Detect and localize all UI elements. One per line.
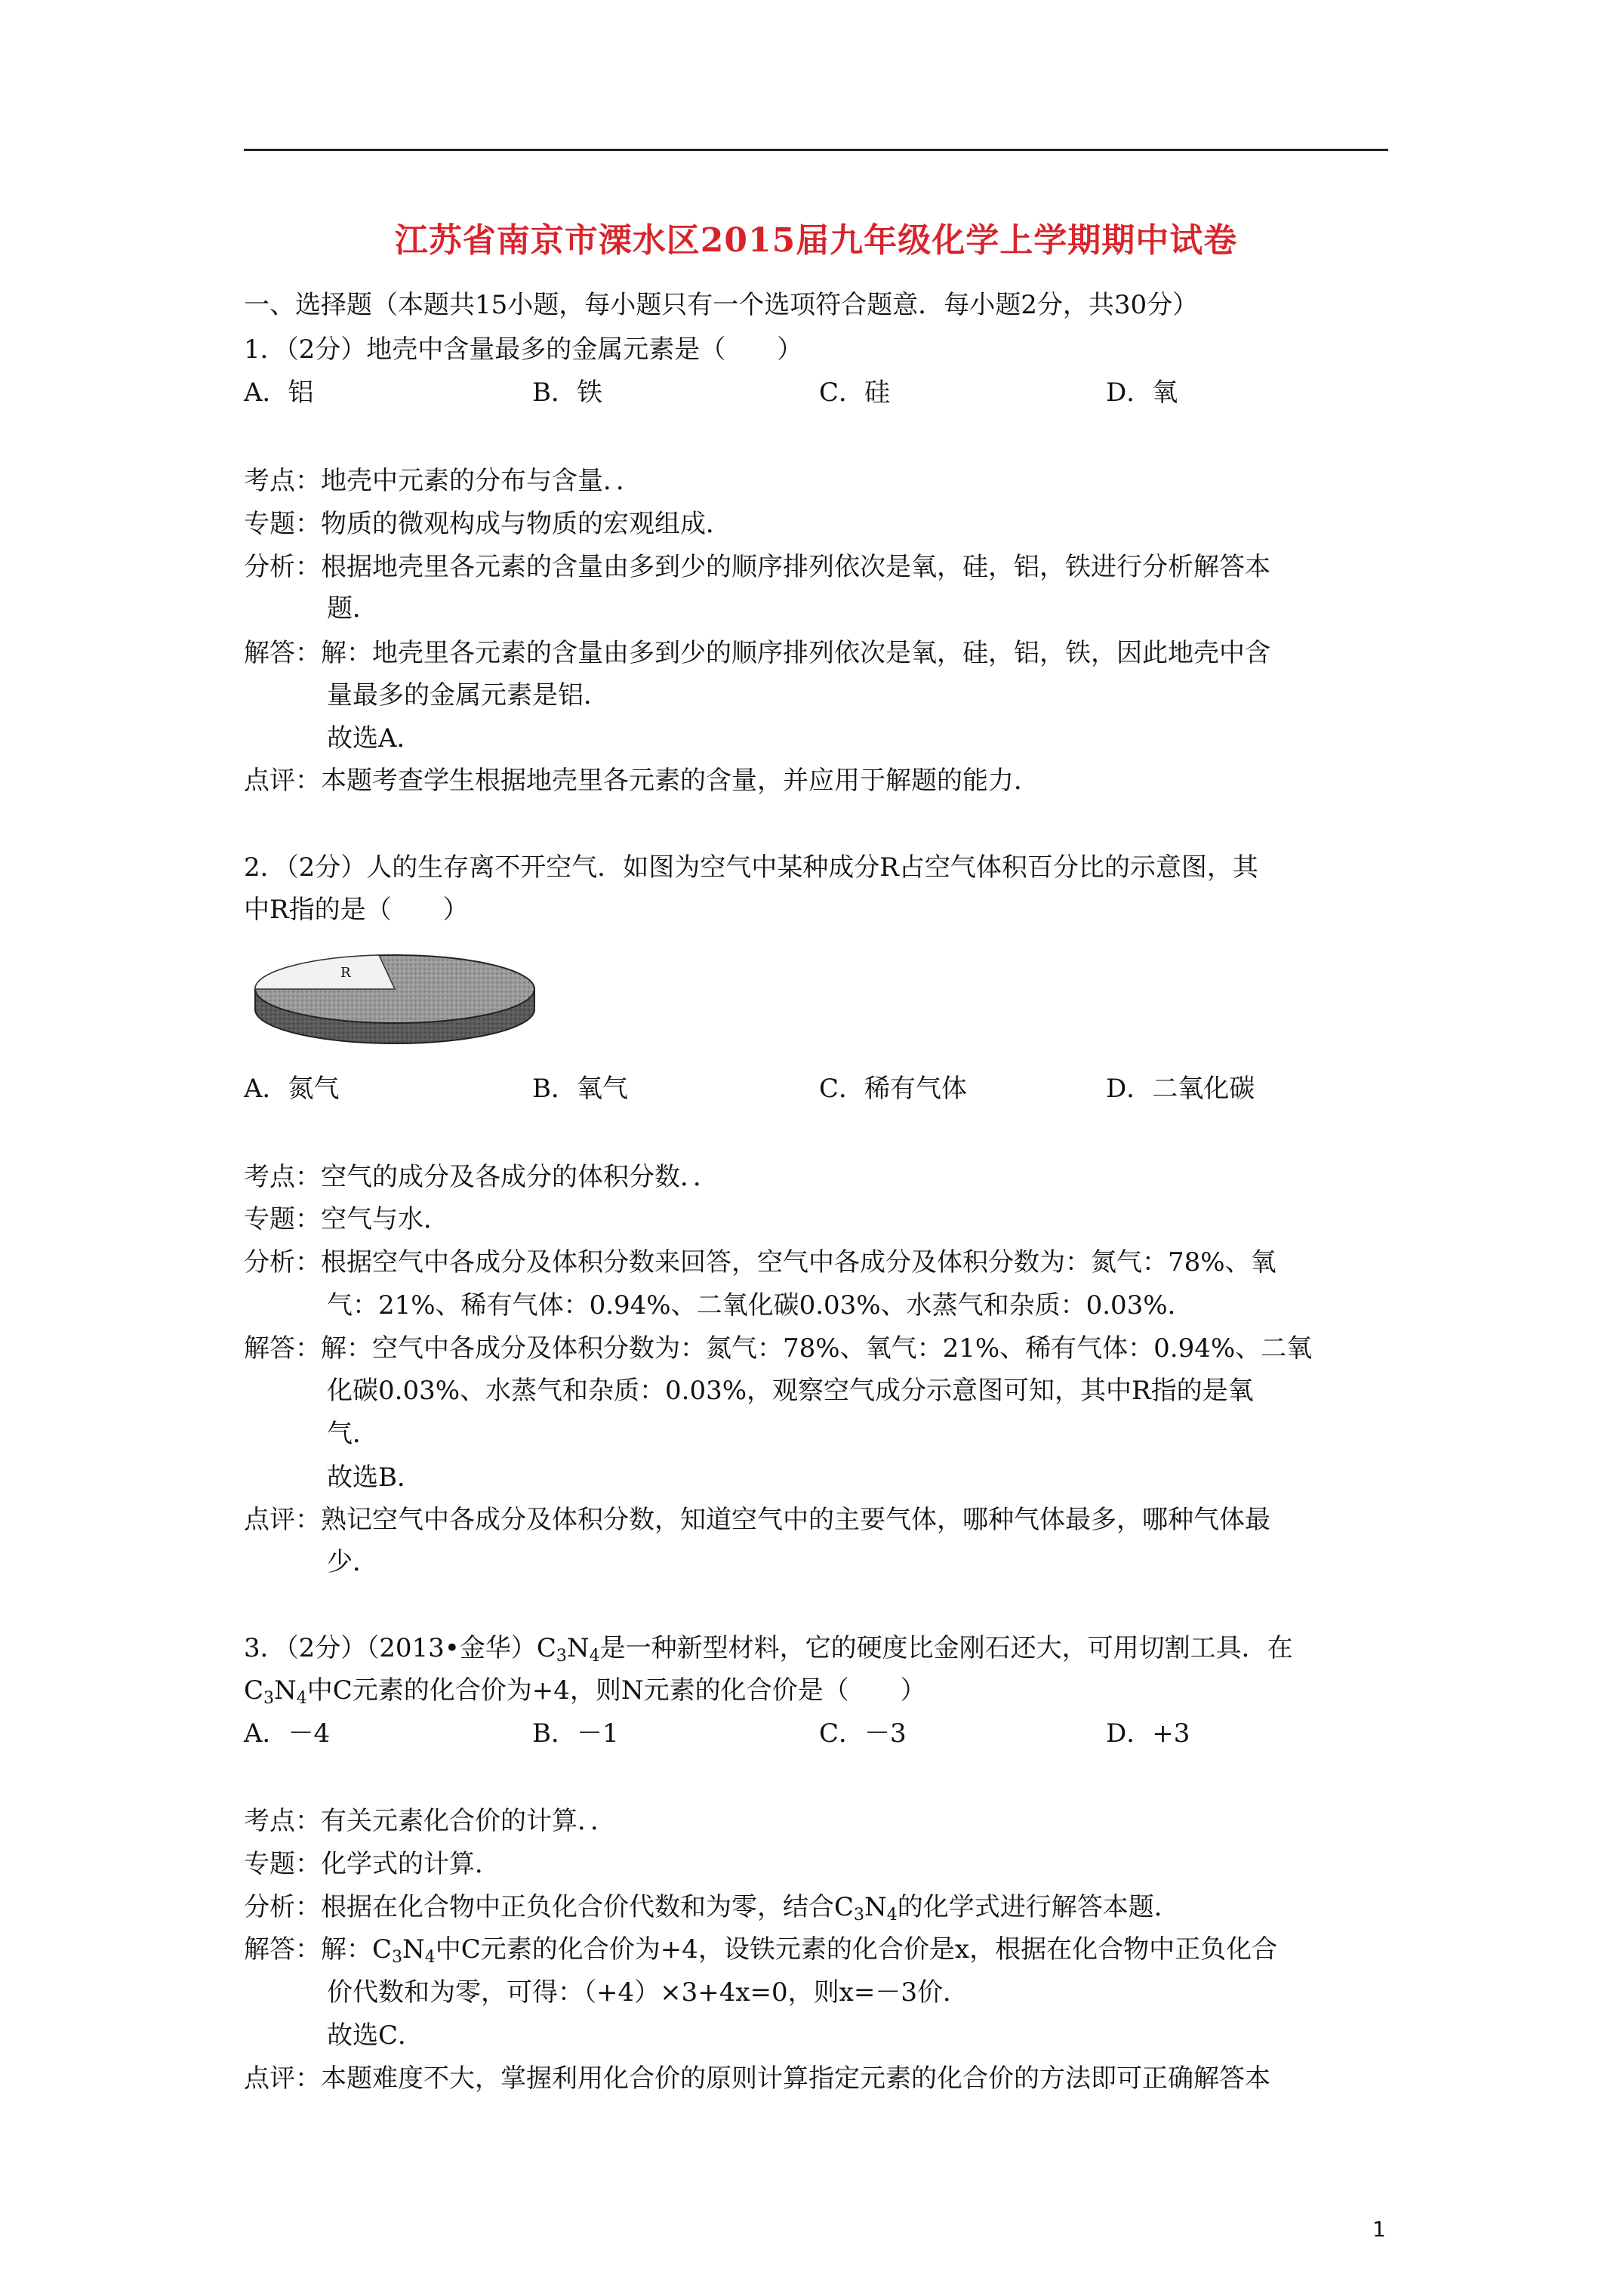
page-number: 1 bbox=[1372, 2217, 1386, 2242]
q1-dianping: 点评：本题考查学生根据地壳里各元素的含量，并应用于解题的能力． bbox=[244, 766, 1039, 796]
q2-jieda-line1: 解答：解：空气中各成分及体积分数为：氮气：78%、氧气：21%、稀有气体：0.94%、二氧 bbox=[244, 1333, 1313, 1364]
q3-jieda-line3: 故选C． bbox=[327, 2020, 424, 2051]
q3-option-b: B．－1 bbox=[532, 1718, 619, 1749]
q1-zhuanti: 专题：物质的微观构成与物质的宏观组成． bbox=[244, 509, 731, 539]
q2-stem-line1: 2．（2分）人的生存离不开空气．如图为空气中某种成分R占空气体积百分比的示意图，其 bbox=[244, 852, 1258, 883]
q1-option-d: D．氧 bbox=[1106, 378, 1178, 408]
q3-stem-line2: $C_3N_4$中C元素的化合价为+4，则N元素的化合价是（ ） bbox=[244, 1675, 926, 1708]
q1-kaodian: 考点：地壳中元素的分布与含量．． bbox=[244, 466, 642, 496]
q3-dianping: 点评：本题难度不大，掌握利用化合价的原则计算指定元素的化合价的方法即可正确解答本 bbox=[244, 2063, 1270, 2094]
page-title: 江苏省南京市溧水区2015届九年级化学上学期期中试卷 bbox=[394, 221, 1238, 260]
q3-fenxi: 分析：根据在化合物中正负化合价代数和为零，结合$C_3N_4$的化学式进行解答本题． bbox=[244, 1892, 1180, 1925]
q3-option-a: A．－4 bbox=[244, 1718, 331, 1749]
q2-jieda-line2: 化碳0.03%、水蒸气和杂质：0.03%，观察空气成分示意图可知，其中R指的是氧 bbox=[327, 1376, 1254, 1406]
q3-kaodian: 考点：有关元素化合价的计算．． bbox=[244, 1806, 616, 1836]
q3-jieda-line2: 价代数和为零，可得：（+4）×3+4x=0，则x=－3价． bbox=[327, 1977, 969, 2008]
q1-stem: 1．（2分）地壳中含量最多的金属元素是（ ） bbox=[244, 334, 803, 365]
q3-jieda-line1: 解答：解：$C_3N_4$中C元素的化合价为+4，设铁元素的化合价是x，根据在化合物中正负化合 bbox=[244, 1934, 1278, 1967]
q3-zhuanti: 专题：化学式的计算． bbox=[244, 1849, 500, 1879]
q3-option-d: D．+3 bbox=[1106, 1718, 1190, 1749]
q2-option-a: A．氮气 bbox=[244, 1074, 340, 1104]
air-composition-pie-figure bbox=[251, 945, 538, 1047]
q2-stem-line2: 中R指的是（ ） bbox=[244, 895, 469, 925]
pie-label-r: R bbox=[340, 965, 351, 981]
q2-dianping-line1: 点评：熟记空气中各成分及体积分数，知道空气中的主要气体，哪种气体最多，哪种气体最 bbox=[244, 1505, 1270, 1535]
q1-fenxi-line1: 分析：根据地壳里各元素的含量由多到少的顺序排列依次是氧，硅，铝，铁进行分析解答本 bbox=[244, 552, 1270, 582]
q1-jieda-line2: 量最多的金属元素是铝． bbox=[327, 680, 609, 710]
section-heading: 一、选择题（本题共15小题，每小题只有一个选项符合题意．每小题2分，共30分） bbox=[244, 290, 1199, 320]
q2-option-b: B．氧气 bbox=[532, 1074, 628, 1104]
q2-dianping-line2: 少． bbox=[327, 1547, 378, 1577]
q2-jieda-line4: 故选B． bbox=[327, 1462, 423, 1493]
q1-option-c: C．硅 bbox=[819, 378, 891, 408]
header-rule bbox=[244, 149, 1388, 151]
q3-stem-line1: 3．（2分）（2013•金华）$C_3N_4$是一种新型材料，它的硬度比金刚石还大，可用切割工具．在 bbox=[244, 1633, 1293, 1666]
q1-fenxi-line2: 题． bbox=[327, 593, 378, 624]
q1-option-a: A．铝 bbox=[244, 378, 314, 408]
q2-option-c: C．稀有气体 bbox=[819, 1074, 968, 1104]
q1-jieda-line3: 故选A． bbox=[327, 723, 423, 754]
q2-jieda-line3: 气． bbox=[327, 1419, 378, 1449]
q1-option-b: B．铁 bbox=[532, 378, 602, 408]
q1-jieda-line1: 解答：解：地壳里各元素的含量由多到少的顺序排列依次是氧，硅，铝，铁，因此地壳中含 bbox=[244, 638, 1270, 668]
q2-fenxi-line1: 分析：根据空气中各成分及体积分数来回答，空气中各成分及体积分数为：氮气：78%、氧 bbox=[244, 1247, 1277, 1277]
q2-zhuanti: 专题：空气与水． bbox=[244, 1204, 449, 1234]
q3-option-c: C．－3 bbox=[819, 1718, 907, 1749]
q2-fenxi-line2: 气：21%、稀有气体：0.94%、二氧化碳0.03%、水蒸气和杂质：0.03%． bbox=[327, 1290, 1193, 1321]
q2-kaodian: 考点：空气的成分及各成分的体积分数．． bbox=[244, 1162, 719, 1192]
q2-option-d: D．二氧化碳 bbox=[1106, 1074, 1255, 1104]
